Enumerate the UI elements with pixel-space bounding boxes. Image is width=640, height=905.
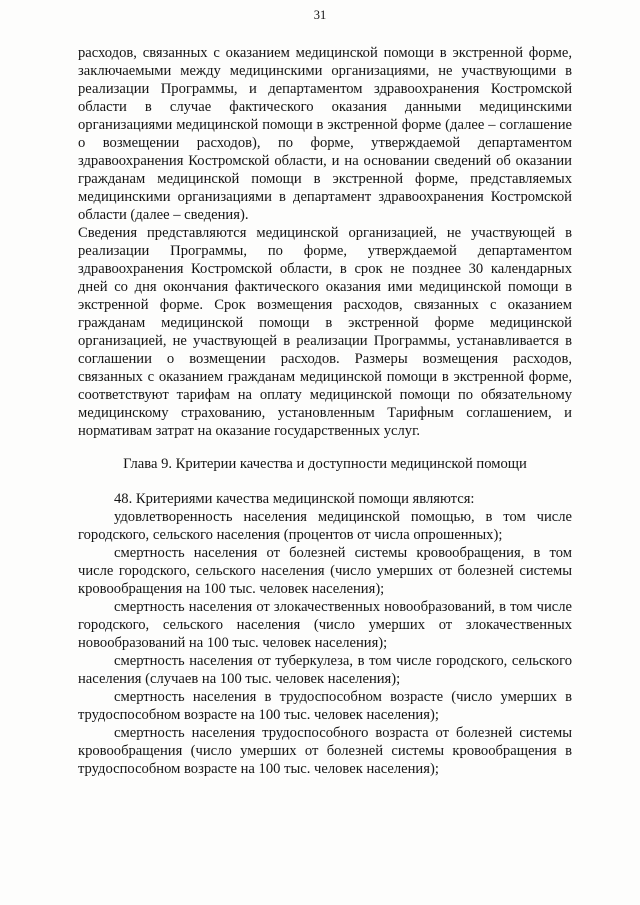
criteria-item: смертность населения от злокачественных новообразований, в том числе городского, сельского населения (число умерших от злокачественных новообразований на 100 тыс. человек населения); [78,599,572,651]
criteria-item: смертность населения от туберкулеза, в том числе городского, сельского населения (случаев на 100 тыс. человек населения); [78,653,572,687]
intro-continuation-paragraph: Сведения представляются медицинской организацией, не участвующей в реализации Программы, по форме, утверждаемой департаментом здравоохранения Костромской области, в срок не позднее 30 календарных дней со дня окончания фактического оказания ими медицинской помощи в экстренной форме. Срок возмещения расходов, связанных с оказанием гражданам медицинской помощи в экстренной форме медицинской организацией, не участвующей в реализации Программы, устанавливается в соглашении о возмещении расходов. Размеры возмещения расходов, связанных с оказанием гражданам медицинской помощи в экстренной форме, соответствуют тарифам на оплату медицинской помощи по обязательному медицинскому страхованию, установленным Тарифным соглашением, и нормативам затрат на оказание государственных услуг. [78,225,572,439]
chapter-title: Глава 9. Критерии качества и доступности медицинской помощи [123,456,527,472]
criteria-block [78,490,572,778]
intro-paragraph: расходов, связанных с оказанием медицинской помощи в экстренной форме, заключаемыми между медицинскими организациями, не участвующими в реализации Программы, и департаментом здравоохранения Костромской области в случае фактического оказания данными медицинскими организациями медицинской помощи в экстренной форме (далее – соглашение о возмещении расходов), по форме, утверждаемой департаментом здравоохранения Костромской области, и на основании сведений об оказании гражданам медицинской помощи в экстренной форме, представляемых медицинскими организациями в департамент здравоохранения Костромской области (далее – сведения). [78,45,572,223]
criteria-item: смертность населения трудоспособного возраста от болезней системы кровообращения (число умерших от болезней системы кровообращения в трудоспособном возрасте на 100 тыс. человек населения); [78,725,572,777]
page-number: 31 [313,8,327,22]
criteria-item: удовлетворенность населения медицинской помощью, в том числе городского, сельского населения (процентов от числа опрошенных); [78,509,572,543]
criteria-lead: 48. Критериями качества медицинской помощи являются: [114,491,475,507]
criteria-item: смертность населения от болезней системы кровообращения, в том числе городского, сельского населения (число умерших от болезней системы кровообращения на 100 тыс. человек населения); [78,545,572,597]
intro-block [78,44,572,440]
criteria-item: смертность населения в трудоспособном возрасте (число умерших в трудоспособном возрасте на 100 тыс. человек населения); [78,689,572,723]
